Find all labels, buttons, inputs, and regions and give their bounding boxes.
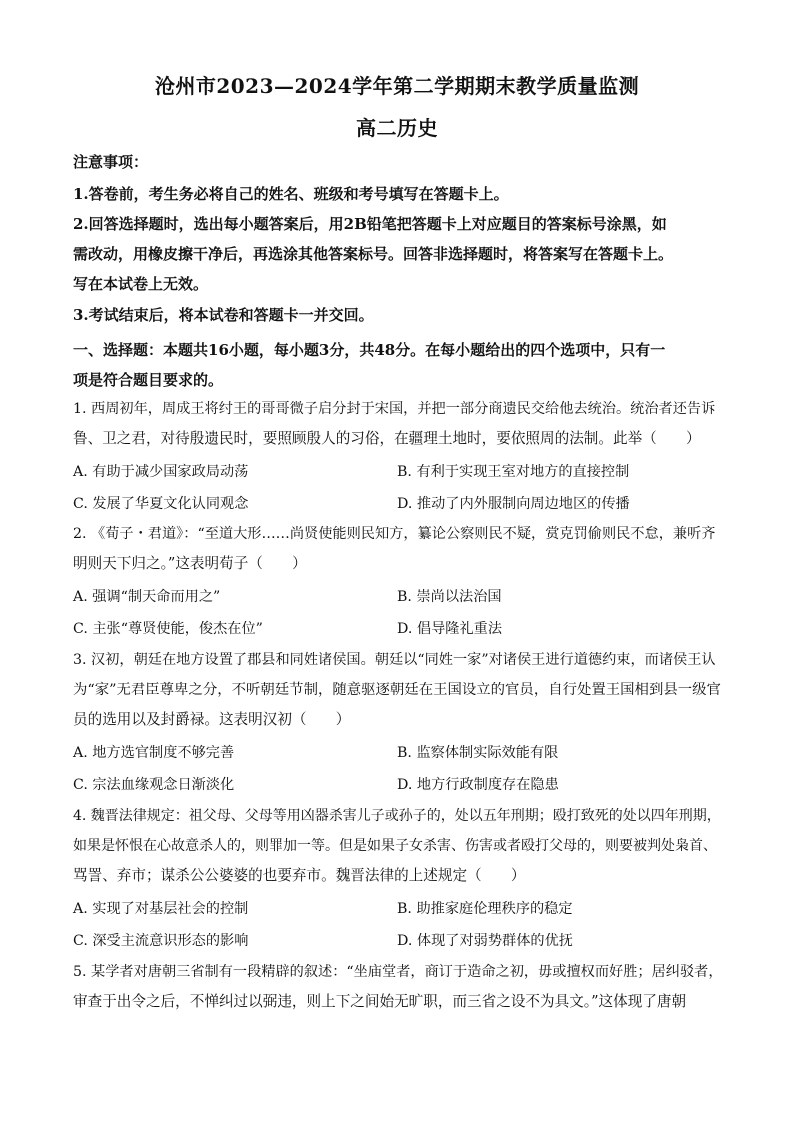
question-1-option-c: C. 发展了华夏文化认同观念 <box>73 496 249 512</box>
notice-item-2-line-1: 2.回答选择题时，选出每小题答案后，用2B铅笔把答题卡上对应题目的答案标号涂黑，如 <box>73 215 667 233</box>
question-3-option-b: B. 监察体制实际效能有限 <box>397 745 559 761</box>
section-heading-line-2: 项是符合题目要求的。 <box>73 371 224 389</box>
exam-title: 沧州市2023—2024学年第二学期期末教学质量监测 <box>154 74 640 98</box>
question-1-line-2: 鲁、卫之君，对待殷遗民时，要照顾殷人的习俗，在疆理土地时，要依照周的法制。此举（ ） <box>73 430 701 447</box>
question-1-option-a: A. 有助于减少国家政局动荡 <box>73 464 249 480</box>
question-4-option-b: B. 助推家庭伦理秩序的稳定 <box>397 901 573 917</box>
notice-item-2-line-3: 写在本试卷上无效。 <box>73 275 209 293</box>
section-heading-line-1: 一、选择题：本题共16小题，每小题3分，共48分。在每小题给出的四个选项中，只有一 <box>73 341 666 359</box>
exam-subject: 高二历史 <box>356 116 438 140</box>
notice-item-2-line-2: 需改动，用橡皮擦干净后，再选涂其他答案标号。回答非选择题时，将答案写在答题卡上。 <box>73 245 674 263</box>
question-2-line-2: 明则天下归之。”这表明荀子（ ） <box>73 555 307 572</box>
question-3-option-c: C. 宗法血缘观念日渐淡化 <box>73 777 235 793</box>
question-2-option-b: B. 崇尚以法治国 <box>397 589 502 605</box>
question-2-option-a: A. 强调“制天命而用之” <box>73 589 221 605</box>
notice-item-3: 3.考试结束后，将本试卷和答题卡一并交回。 <box>73 306 374 324</box>
question-4-option-c: C. 深受主流意识形态的影响 <box>73 933 249 949</box>
question-3-option-d: D. 地方行政制度存在隐患 <box>397 777 559 793</box>
notice-heading: 注意事项： <box>73 153 149 171</box>
question-2-line-1: 2. 《荀子・君道》：“至道大形……尚贤使能则民知方，纂论公察则民不疑，赏克罚偷则民不怠，兼听齐 <box>73 526 716 542</box>
question-4-option-d: D. 体现了对弱势群体的优抚 <box>397 933 573 949</box>
question-4-line-2: 如果是怀恨在心故意杀人的，则罪加一等。但是如果子女杀害、伤害或者殴打父母的，则要被判处枭首、 <box>73 838 717 854</box>
question-3-line-1: 3. 汉初，朝廷在地方设置了郡县和同姓诸侯国。朝廷以“同姓一家”对诸侯王进行道德约束，而诸侯王认 <box>73 652 716 668</box>
question-4-line-3: 骂詈、弃市；谋杀公公婆婆的也要弃市。魏晋法律的上述规定（ ） <box>73 867 526 884</box>
question-1-option-b: B. 有利于实现王室对地方的直接控制 <box>397 464 630 480</box>
notice-item-1: 1.答卷前，考生务必将自己的姓名、班级和考号填写在答题卡上。 <box>73 185 509 203</box>
question-4-option-a: A. 实现了对基层社会的控制 <box>73 901 249 917</box>
question-2-option-d: D. 倡导隆礼重法 <box>397 621 503 637</box>
question-5-line-2: 审查于出令之后，不惮纠过以弼违，则上下之间始无旷职，而三省之设不为具文。”这体现了唐朝 <box>73 993 687 1010</box>
question-1-line-1: 1. 西周初年，周成王将纣王的哥哥微子启分封于宋国，并把一部分商遗民交给他去统治。统治者还告诉 <box>73 401 716 417</box>
question-4-line-1: 4. 魏晋法律规定：祖父母、父母等用凶器杀害儿子或孙子的，处以五年刑期；殴打致死的处以四年刑期， <box>73 808 721 824</box>
question-3-line-3: 员的选用以及封爵禄。这表明汉初（ ） <box>73 711 351 728</box>
question-5-line-1: 5. 某学者对唐朝三省制有一段精辟的叙述：“坐庙堂者，商订于造命之初，毋或擅权而好胜；居纠驳者， <box>73 964 723 980</box>
question-2-option-c: C. 主张“尊贤使能，俊杰在位” <box>73 621 263 637</box>
question-3-line-2: 为“家”无君臣尊卑之分，不听朝廷节制，随意驱逐朝廷在王国设立的官员，自行处置王国相到县一级官 <box>73 682 721 698</box>
question-3-option-a: A. 地方选官制度不够完善 <box>73 745 235 761</box>
question-1-option-d: D. 推动了内外服制向周边地区的传播 <box>397 496 630 512</box>
